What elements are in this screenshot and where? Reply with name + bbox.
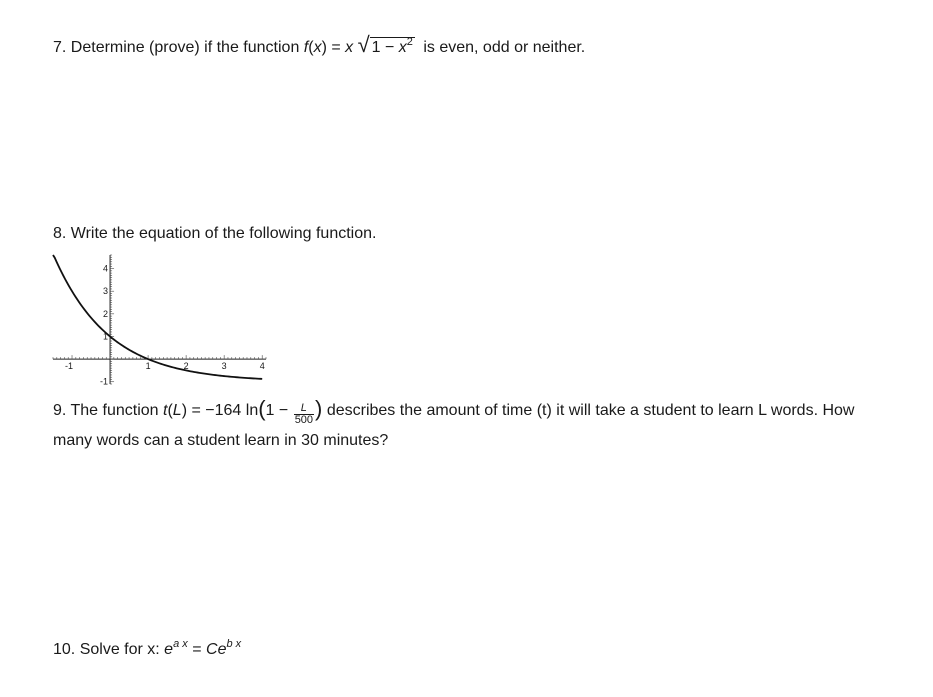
- x-tick-label: 1: [145, 361, 151, 372]
- x-tick-label: -1: [65, 361, 74, 372]
- equals-sign: =: [192, 641, 202, 658]
- question-8: 8. Write the equation of the following function.: [53, 225, 377, 242]
- base-e-left: e: [164, 641, 174, 658]
- y-tick-label: 4: [103, 263, 109, 274]
- radicand-variable: x: [398, 39, 407, 56]
- x-tick-label: 4: [259, 361, 265, 372]
- radical-icon: √: [357, 32, 370, 57]
- fraction-numerator: L: [294, 403, 314, 415]
- exponent-right: b x: [226, 638, 242, 650]
- coefficient: x: [345, 39, 354, 56]
- function-name: t: [163, 402, 168, 419]
- question-9-formula: t(L) = −164 ln(1 − $\frac{L}{500}$ ): [163, 396, 323, 426]
- x-tick-label: 2: [183, 361, 189, 372]
- question-7-prefix: 7. Determine (prove) if the function: [53, 39, 300, 56]
- fraction: [294, 403, 314, 426]
- constant-c: C: [206, 641, 218, 658]
- question-7: [53, 32, 586, 58]
- radicand: [370, 37, 415, 56]
- question-10-formula: [164, 638, 242, 658]
- radicand-exponent: 2: [406, 36, 413, 48]
- equals-sign: =: [331, 39, 341, 56]
- question-7-formula: f(x) = x √ $1 - x^2$: [303, 32, 413, 57]
- question-9-suffix: describes the amount of time (t) it will take a student to learn L words. How: [326, 402, 855, 419]
- function-curve: [53, 255, 262, 379]
- question-9-line-2: many words can a student learn in 30 minutes?: [53, 432, 389, 449]
- question-7-suffix: is even, odd or neither.: [423, 39, 586, 56]
- right-paren: ): [315, 396, 323, 421]
- question-9-prefix: 9. The function: [53, 402, 159, 419]
- minor-ticks: [53, 255, 266, 384]
- y-tick-label: -1: [100, 376, 109, 387]
- question-10: [53, 640, 241, 660]
- question-9: [53, 396, 855, 426]
- function-graph: [50, 252, 270, 387]
- y-tick-label: 1: [103, 331, 109, 342]
- y-tick-labels: [100, 264, 108, 387]
- axes: [53, 255, 266, 384]
- equals-log: = −164 ln: [191, 402, 259, 419]
- exponent-left: a x: [173, 638, 188, 650]
- x-tick-labels: [65, 361, 265, 371]
- question-10-prefix: 10. Solve for x:: [53, 641, 160, 658]
- y-tick-label: 3: [103, 286, 109, 297]
- radicand-constant: 1: [371, 39, 381, 56]
- inner-constant: 1 −: [265, 402, 289, 419]
- function-variable: L: [172, 402, 182, 419]
- function-name: f: [303, 39, 309, 56]
- left-paren: (: [258, 396, 266, 421]
- fraction-denominator: 500: [294, 414, 314, 426]
- function-variable: x: [313, 39, 322, 56]
- x-tick-label: 3: [221, 361, 227, 372]
- y-tick-label: 2: [103, 308, 109, 319]
- base-e-right: e: [217, 641, 227, 658]
- minus-sign: −: [384, 39, 395, 56]
